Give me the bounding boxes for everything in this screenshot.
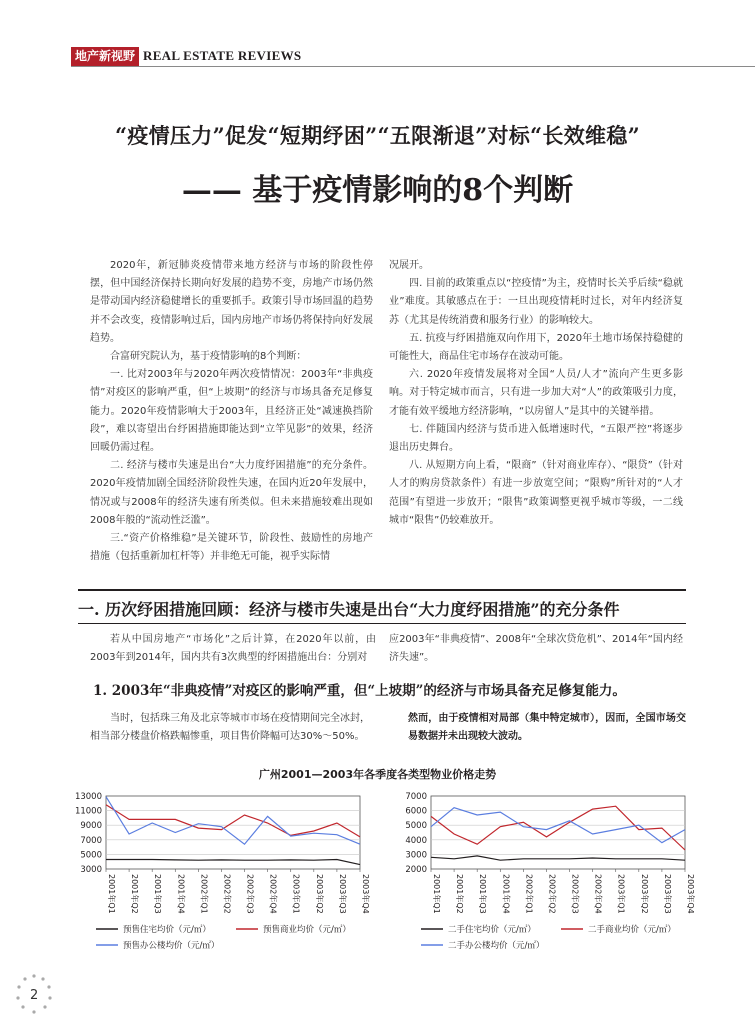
- x-tick-label: 2002年Q3: [570, 874, 580, 914]
- legend-label: 预售商业均价（元/㎡）: [263, 925, 351, 935]
- x-tick-label: 2002年Q3: [245, 874, 255, 914]
- section-paragraph: 若从中国房地产“市场化”之后计算，在2020年以前，由2003年到2014年，国内共有3次典型的纾困措施出台：分别对: [90, 634, 376, 664]
- x-tick-label: 2003年Q2: [314, 874, 324, 914]
- article-title: “疫情压力”促发“短期纾困”“五限渐退”对标“长效维稳”: [114, 123, 641, 148]
- x-tick-label: 2003年Q3: [337, 874, 347, 914]
- y-tick-label: 7000: [405, 792, 427, 802]
- resale-price-chart: [385, 788, 695, 958]
- plot-frame: [431, 796, 685, 869]
- y-tick-label: 5000: [80, 850, 102, 861]
- intro-paragraph: 四. 目前的政策重点以“控疫情”为主，疫情时长关乎后续“稳就业”难度。其敏感点在于：一旦出现疫情耗时过长，对年内经济复苏（尤其是传统消费和服务行业）的影响较大。: [389, 278, 683, 326]
- intro-paragraph: 七. 伴随国内经济与货币进入低增速时代，“五限严控”将逐步退出历史舞台。: [389, 423, 683, 454]
- x-tick-label: 2003年Q2: [639, 874, 649, 914]
- subsection-paragraph: 然而，由于疫情相对局部（集中特定城市），因而，全国市场交易数据并未出现较大波动。: [408, 713, 686, 743]
- article-subtitle: —— 基于疫情影响的8个判断: [181, 173, 574, 208]
- x-tick-label: 2001年Q4: [501, 874, 511, 914]
- section-heading: 一. 历次纾困措施回顾：经济与楼市失速是出台“大力度纾困措施”的充分条件: [78, 600, 620, 619]
- header-rule: [71, 66, 755, 67]
- x-tick-label: 2003年Q4: [686, 874, 695, 914]
- brand-cn: 地产新视野: [71, 47, 139, 66]
- intro-right-column: [389, 257, 683, 530]
- intro-paragraph: 合富研究院认为，基于疫情影响的8个判断：: [110, 351, 307, 363]
- x-tick-label: 2002年Q2: [547, 874, 557, 914]
- y-tick-label: 13000: [74, 792, 102, 802]
- x-tick-label: 2002年Q2: [222, 874, 232, 914]
- x-tick-label: 2003年Q1: [616, 874, 626, 914]
- y-tick-label: 5000: [405, 821, 427, 832]
- x-tick-label: 2001年Q3: [153, 874, 163, 914]
- legend-label: 二手办公楼均价（元/㎡）: [448, 941, 545, 951]
- x-tick-label: 2003年Q4: [361, 874, 370, 914]
- x-tick-label: 2001年Q2: [130, 874, 140, 914]
- plot-frame: [106, 796, 360, 869]
- section-paragraph: 应2003年“非典疫情”、2008年“全球次贷危机”、2014年“国内经济失速”。: [389, 634, 683, 664]
- x-tick-label: 2002年Q1: [199, 874, 209, 914]
- intro-paragraph: 六. 2020年疫情发展将对全国“人员/人才”流向产生更多影响。对于特定城市而言，只有进一步加大对“人”的政策吸引力度，才能有效平缓地方经济影响，“以房留人”是其中的关键举措。: [389, 369, 683, 417]
- y-tick-label: 11000: [74, 806, 102, 817]
- chart-title: 广州2001—2003年各季度各类型物业价格走势: [258, 768, 497, 781]
- page-number: 2: [30, 988, 39, 1003]
- x-tick-label: 2002年Q4: [593, 874, 603, 914]
- subsection-left-text: [90, 710, 370, 746]
- legend-label: 二手商业均价（元/㎡）: [588, 925, 676, 935]
- x-tick-label: 2001年Q1: [107, 874, 116, 914]
- section-right-text: [389, 631, 683, 667]
- intro-paragraph: 五. 抗疫与纾困措施双向作用下，2020年土地市场保持稳健的可能性大，商品住宅市场存在波动可能。: [389, 332, 683, 363]
- x-tick-label: 2001年Q4: [176, 874, 186, 914]
- x-tick-label: 2001年Q1: [432, 874, 441, 914]
- legend-label: 二手住宅均价（元/㎡）: [448, 925, 536, 935]
- legend-label: 预售办公楼均价（元/㎡）: [123, 941, 220, 951]
- y-tick-label: 3000: [405, 850, 427, 861]
- x-tick-label: 2002年Q4: [268, 874, 278, 914]
- y-tick-label: 7000: [80, 835, 102, 846]
- intro-paragraph: 一. 比对2003年与2020年两次疫情情况：2003年“非典疫情”对疫区的影响严重，但“上坡期”的经济与市场具备充足修复能力。2020年疫情影响大于2003年，且经济正处“减速换挡阶段”，难以寄望出台纾困措施即能达到“立竿见影”的效果，经济回暖仍需过程。: [90, 369, 373, 454]
- series-line: [106, 797, 360, 845]
- x-tick-label: 2003年Q3: [662, 874, 672, 914]
- presale-price-chart: [60, 788, 370, 958]
- legend-label: 预售住宅均价（元/㎡）: [123, 925, 211, 935]
- intro-paragraph: 2020年，新冠肺炎疫情带来地方经济与市场的阶段性停摆，但中国经济保持长期向好发展的趋势不变，房地产市场仍然是带动国内经济稳健增长的重要抓手。政策引导市场回温的趋势并不会改变，疫情影响过后，国内房地产市场仍将保持向好发展趋势。: [90, 260, 373, 344]
- running-header: [71, 46, 301, 66]
- intro-paragraph: 八. 从短期方向上看，“限商”（针对商业库存）、“限贷”（针对人才的购房贷款条件）有进一步放宽空间；“限购”所针对的“人才范围”有望进一步放开；“限售”政策调整更视乎城市等级，一二线城市“限售”仍较难放开。: [389, 460, 683, 526]
- y-tick-label: 9000: [80, 821, 102, 832]
- intro-paragraph: 三.“资产价格维稳”是关键环节，阶段性、鼓励性的房地产措施（包括重新加杠杆等）并非绝无可能，视乎实际情: [90, 533, 373, 563]
- x-tick-label: 2001年Q2: [455, 874, 465, 914]
- y-tick-label: 4000: [405, 835, 427, 846]
- series-line: [431, 856, 685, 860]
- series-line: [106, 805, 360, 837]
- subsection-heading: 1. 2003年“非典疫情”对疫区的影响严重，但“上坡期”的经济与市场具备充足修复能力。: [93, 683, 626, 699]
- y-tick-label: 2000: [405, 865, 427, 875]
- subsection-right-text: [408, 710, 686, 746]
- intro-left-column: [90, 257, 373, 566]
- brand-en: REAL ESTATE REVIEWS: [143, 48, 302, 63]
- y-tick-label: 6000: [405, 806, 427, 817]
- subsection-paragraph: 当时，包括珠三角及北京等城市市场在疫情期间完全冰封，相当部分楼盘价格跌幅惨重，项目售价降幅可达30%～50%。: [90, 713, 370, 743]
- section-left-text: [90, 631, 376, 667]
- intro-paragraph: 况展开。: [389, 260, 429, 271]
- section-rule-bottom: [78, 623, 686, 624]
- x-tick-label: 2002年Q1: [524, 874, 534, 914]
- series-line: [106, 860, 360, 865]
- x-tick-label: 2003年Q1: [291, 874, 301, 914]
- intro-paragraph: 二. 经济与楼市失速是出台“大力度纾困措施”的充分条件。2020年疫情加剧全国经济阶段性失速，在国内近20年发展中，情况或与2008年的经济失速有所类似。但未来措施较难出现如2008年般的“流动性泛滥”。: [90, 460, 373, 526]
- section-rule-top: [78, 589, 686, 591]
- y-tick-label: 3000: [80, 865, 102, 875]
- x-tick-label: 2001年Q3: [478, 874, 488, 914]
